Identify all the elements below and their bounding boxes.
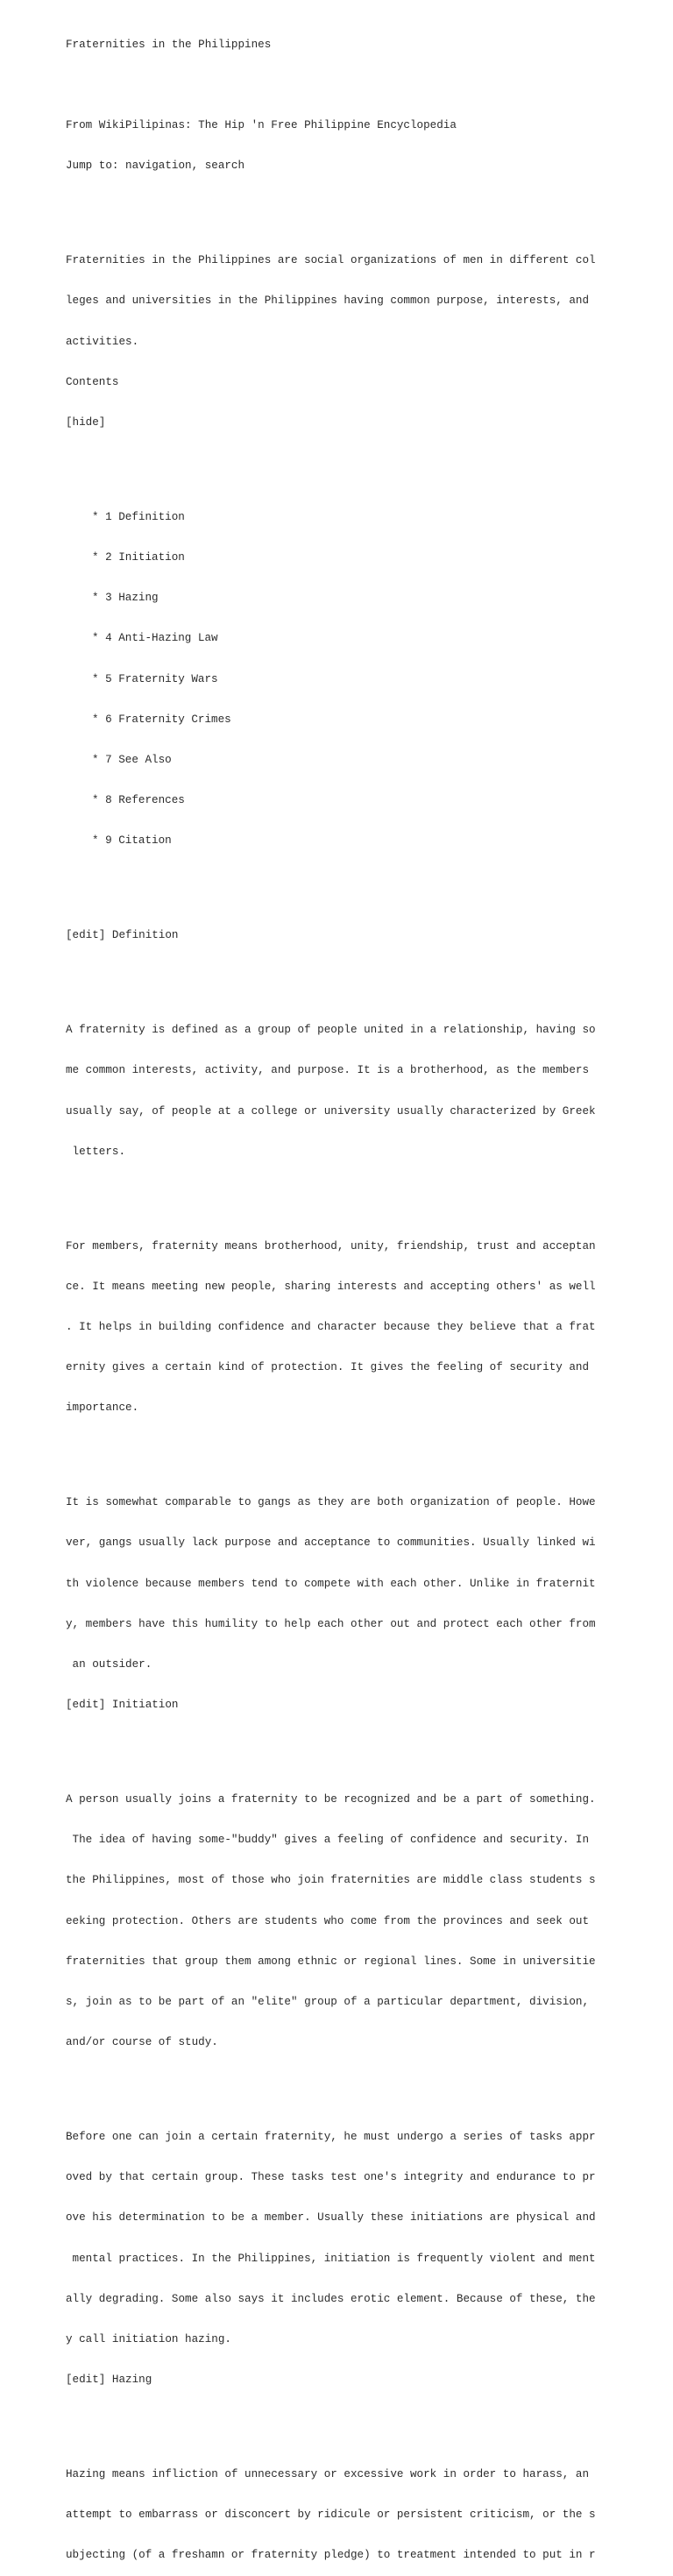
- toc-item-see-also[interactable]: * 7 See Also: [92, 754, 172, 767]
- spacer: [66, 1739, 609, 1752]
- intro-line: Fraternities in the Philippines are social organizations of men in different col: [66, 254, 596, 267]
- spacer: [66, 2076, 609, 2090]
- jump-to-line[interactable]: Jump to: navigation, search: [66, 160, 245, 173]
- toc-item-anti-hazing-law[interactable]: * 4 Anti-Hazing Law: [92, 632, 218, 645]
- paragraph-line: importance.: [66, 1402, 139, 1415]
- contents-label: Contents: [66, 375, 119, 388]
- spacer: [66, 1186, 609, 1199]
- paragraph-line: and/or course of study.: [66, 2036, 218, 2049]
- paragraph-line: an outsider.: [66, 1657, 152, 1671]
- paragraph-line: The idea of having some-"buddy" gives a feeling of confidence and security. In: [66, 1834, 590, 1847]
- spacer: [66, 2414, 609, 2427]
- paragraph-line: ernity gives a certain kind of protection. It gives the feeling of security and: [66, 1361, 590, 1374]
- paragraph-line: the Philippines, most of those who join fraternities are middle class students s: [66, 1874, 596, 1887]
- paragraph-line: me common interests, activity, and purpose. It is a brotherhood, as the members: [66, 1064, 590, 1077]
- paragraph-line: oved by that certain group. These tasks test one's integrity and endurance to pr: [66, 2171, 596, 2184]
- spacer: [66, 201, 609, 214]
- paragraph-line: A fraternity is defined as a group of people united in a relationship, having so: [66, 1024, 596, 1037]
- section-heading-definition[interactable]: [edit] Definition: [66, 929, 179, 942]
- paragraph-line: It is somewhat comparable to gangs as they are both organization of people. Howe: [66, 1496, 596, 1509]
- spacer: [66, 457, 609, 470]
- toc-item-initiation[interactable]: * 2 Initiation: [92, 551, 185, 564]
- paragraph-line: ubjecting (of a freshamn or fraternity pledge) to treatment intended to put in r: [66, 2549, 596, 2562]
- paragraph-line: letters.: [66, 1145, 126, 1158]
- spacer: [66, 79, 609, 92]
- paragraph-line: ver, gangs usually lack purpose and acceptance to communities. Usually linked wi: [66, 1536, 596, 1550]
- toc-item-hazing[interactable]: * 3 Hazing: [92, 592, 159, 605]
- paragraph-line: th violence because members tend to compete with each other. Unlike in fraternit: [66, 1577, 596, 1590]
- paragraph-line: A person usually joins a fraternity to be recognized and be a part of something.: [66, 1792, 596, 1806]
- paragraph-line: ove his determination to be a member. Usually these initiations are physical and: [66, 2211, 596, 2225]
- spacer: [66, 1443, 609, 1456]
- toc-item-definition[interactable]: * 1 Definition: [92, 510, 185, 523]
- paragraph-line: y call initiation hazing.: [66, 2333, 231, 2346]
- paragraph-line: s, join as to be part of an "elite" group of a particular department, division,: [66, 1996, 590, 2008]
- intro-line: leges and universities in the Philippines having common purpose, interests, and: [66, 295, 590, 308]
- paragraph-line: Before one can join a certain fraternity, he must undergo a series of tasks appr: [66, 2131, 596, 2144]
- hide-toggle-link[interactable]: [hide]: [66, 416, 106, 429]
- paragraph-line: attempt to embarrass or disconcert by ridicule or persistent criticism, or the s: [66, 2509, 596, 2522]
- spacer: [66, 970, 609, 983]
- paragraph-line: Hazing means infliction of unnecessary or excessive work in order to harass, an: [66, 2468, 590, 2481]
- paragraph-line: usually say, of people at a college or university usually characterized by Greek: [66, 1104, 596, 1118]
- paragraph-line: mental practices. In the Philippines, initiation is frequently violent and ment: [66, 2252, 596, 2265]
- toc-item-fraternity-wars[interactable]: * 5 Fraternity Wars: [92, 672, 218, 685]
- paragraph-line: For members, fraternity means brotherhood, unity, friendship, trust and acceptan: [66, 1239, 596, 1253]
- intro-line: activities.: [66, 335, 139, 348]
- document-page: [66, 11, 609, 2576]
- toc-item-fraternity-crimes[interactable]: * 6 Fraternity Crimes: [92, 713, 231, 726]
- paragraph-line: y, members have this humility to help each other out and protect each other from: [66, 1617, 596, 1630]
- section-heading-hazing[interactable]: [edit] Hazing: [66, 2374, 152, 2387]
- page-title: Fraternities in the Philippines: [66, 38, 272, 51]
- paragraph-line: ally degrading. Some also says it includes erotic element. Because of these, the: [66, 2292, 596, 2305]
- source-line: From WikiPilipinas: The Hip 'n Free Philippine Encyclopedia: [66, 119, 457, 132]
- paragraph-line: eeking protection. Others are students who come from the provinces and seek out: [66, 1914, 590, 1927]
- spacer: [66, 876, 609, 889]
- section-heading-initiation[interactable]: [edit] Initiation: [66, 1699, 179, 1712]
- toc-item-citation[interactable]: * 9 Citation: [92, 834, 172, 848]
- paragraph-line: fraternities that group them among ethnic or regional lines. Some in universitie: [66, 1955, 596, 1968]
- toc-item-references[interactable]: * 8 References: [92, 794, 185, 807]
- paragraph-line: . It helps in building confidence and character because they believe that a frat: [66, 1320, 596, 1333]
- paragraph-line: ce. It means meeting new people, sharing interests and accepting others' as well: [66, 1280, 596, 1293]
